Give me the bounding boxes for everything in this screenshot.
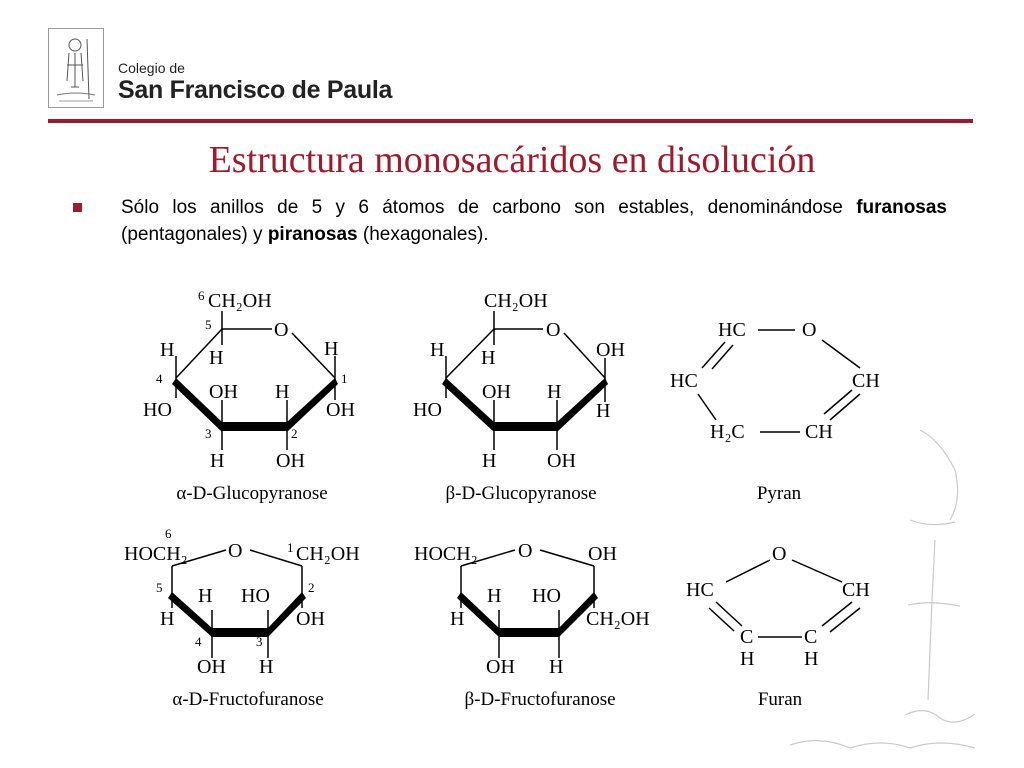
alpha-glucopyranose-caption: α-D-Glucopyranose: [176, 483, 328, 504]
c4-up: H: [430, 339, 445, 361]
c3-down: H: [210, 450, 225, 472]
pyran-caption: Pyran: [756, 483, 802, 504]
c1-down: H: [596, 400, 611, 422]
c4-down: OH: [486, 656, 515, 678]
alpha-fructofuranose-caption: α-D-Fructofuranose: [172, 689, 324, 710]
furan-bottom-left-h: H: [740, 648, 755, 670]
c2-up: H: [547, 381, 562, 403]
c5-h: H: [481, 347, 496, 369]
c4-number: 4: [156, 371, 163, 386]
c1-group: CH₂OH: [296, 543, 360, 565]
beta-glucopyranose-caption: β-D-Glucopyranose: [445, 483, 597, 504]
c3-up: OH: [482, 381, 511, 403]
c5-number: 5: [205, 317, 212, 332]
pyran-mid-right: CH: [852, 370, 880, 392]
c6-number: 6: [198, 288, 205, 303]
c2-number: 2: [308, 580, 315, 595]
c4-number: 4: [195, 634, 202, 649]
c3-down: H: [549, 656, 564, 678]
furan-bottom-right-c: C: [804, 626, 818, 648]
alpha-fructofuranose: [124, 526, 360, 710]
c6-group: HOCH₂: [414, 543, 478, 565]
logo-title: San Francisco de Paula: [118, 76, 393, 104]
c3-up: OH: [209, 381, 238, 403]
c3-up: HO: [241, 585, 270, 607]
pyran: [670, 319, 880, 504]
c3-number: 3: [256, 634, 263, 649]
furan-bottom-left-c: C: [740, 626, 754, 648]
c4-down: HO: [143, 399, 172, 421]
c2-group: CH₂OH: [586, 608, 650, 630]
slide-title: Estructura monosacáridos en disolución: [208, 139, 816, 181]
furan-bottom-right-h: H: [804, 648, 819, 670]
furanosas-term: furanosas: [856, 197, 947, 218]
c3-down: H: [259, 656, 274, 678]
c1-number: 1: [341, 371, 348, 386]
furan-caption: Furan: [757, 689, 803, 710]
ring-oxygen: O: [546, 319, 561, 341]
c4-up: H: [160, 339, 175, 361]
ring-oxygen: O: [518, 540, 533, 562]
pyran-bottom-left: H₂C: [710, 421, 745, 443]
watermark-signature: [790, 430, 975, 748]
c6-group: CH₂OH: [484, 290, 548, 312]
pyran-oxygen: O: [802, 319, 817, 341]
c3-number: 3: [205, 426, 212, 441]
c4-up: H: [487, 585, 502, 607]
furan-right: CH: [842, 579, 870, 601]
piranosas-term: piranosas: [267, 224, 358, 245]
c3-down: H: [482, 450, 497, 472]
c1-number: 1: [287, 540, 294, 555]
beta-fructofuranose: [414, 540, 650, 710]
c1-up: H: [324, 338, 339, 360]
c4-down: OH: [197, 656, 226, 678]
ring-oxygen: O: [228, 540, 243, 562]
furan: [686, 543, 870, 710]
c2-oh: OH: [296, 608, 325, 630]
pyran-bottom-right: CH: [805, 421, 833, 443]
pyran-top-left: HC: [718, 319, 746, 341]
beta-fructofuranose-caption: β-D-Fructofuranose: [464, 689, 616, 710]
c2-up: H: [275, 381, 290, 403]
c2-down: OH: [547, 450, 576, 472]
c2-number: 2: [291, 426, 298, 441]
c6-group: CH₂OH: [208, 290, 272, 312]
bullet-text-part3: (hexagonales).: [357, 224, 489, 245]
c2-oh: OH: [588, 543, 617, 565]
c6-group: HOCH₂: [124, 543, 188, 565]
c5-number: 5: [156, 580, 163, 595]
ring-oxygen: O: [274, 319, 289, 341]
c1-up: OH: [596, 339, 625, 361]
c5-h: H: [209, 347, 224, 369]
furan-left: HC: [686, 579, 714, 601]
c3-up: HO: [532, 585, 561, 607]
bullet-text-part1: Sólo los anillos de 5 y 6 átomos de carbono son estables, denominándose: [121, 197, 857, 218]
c6-number: 6: [165, 526, 172, 541]
beta-glucopyranose: [413, 290, 625, 504]
c2-down: OH: [276, 450, 305, 472]
c4-down: HO: [413, 399, 442, 421]
c4-up: H: [198, 585, 213, 607]
bullet-text-part2: (pentagonales) y: [121, 224, 268, 245]
alpha-glucopyranose: [143, 288, 355, 504]
c1-down: OH: [326, 399, 355, 421]
c5-h: H: [450, 608, 465, 630]
c5-h: H: [160, 608, 175, 630]
logo-subtitle: Colegio de: [118, 60, 185, 76]
furan-oxygen: O: [772, 543, 787, 565]
pyran-mid-left: HC: [670, 370, 698, 392]
